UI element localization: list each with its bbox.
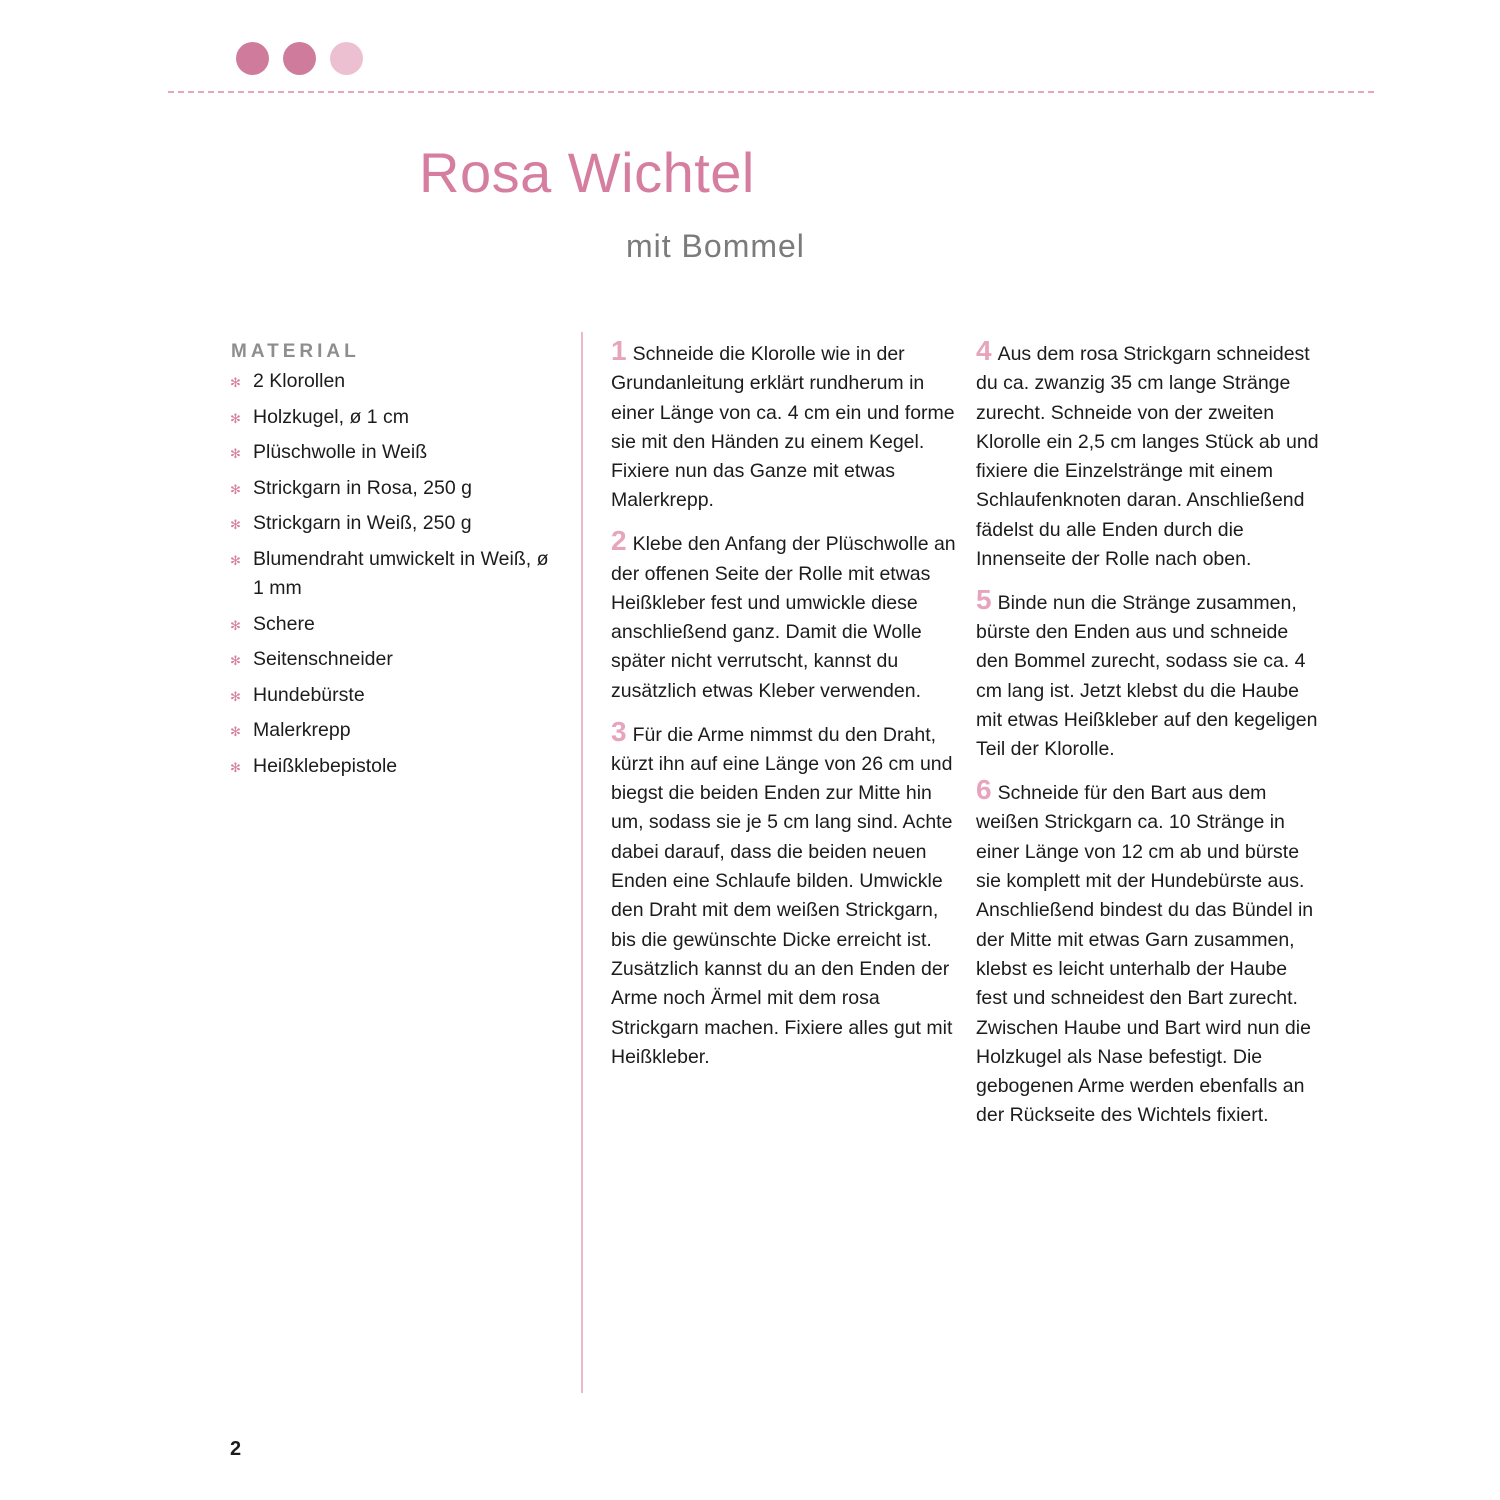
step-number: 2 [611,525,627,557]
material-item [230,645,560,674]
material-item [230,545,560,603]
step-text: Aus dem rosa Strickgarn schneidest du ca. zwanzig 35 cm lange Stränge zurecht. Schneide von der zweiten Klorolle ein 2,5 cm langes Stück ab und fixiere die Einzelstränge mit einem Schlaufenknoten daran. Anschließend fädelst du alle Enden durch die Innenseite der Rolle nach oben. [976,343,1319,571]
asterisk-icon: ✻ [230,552,241,568]
material-item [230,610,560,639]
material-item [230,367,560,396]
step-5 [976,583,1321,765]
step-text: Schneide die Klorolle wie in der Grundanleitung erklärt rundherum in einer Länge von ca. 4 cm ein und forme sie mit den Händen zu einem Kegel. Fixiere nun das Ganze mit etwas Malerkrepp. [611,343,955,512]
page-subtitle: mit Bommel [626,228,805,264]
material-item [230,681,560,710]
material-item [230,716,560,745]
asterisk-icon: ✻ [230,517,241,533]
material-item-label: 2 Klorollen [253,370,346,392]
step-number: 3 [611,715,627,747]
step-4 [976,335,1321,574]
page-title: Rosa Wichtel [419,141,755,204]
asterisk-icon: ✻ [230,724,241,740]
asterisk-icon: ✻ [230,688,241,704]
material-item-label: Malerkrepp [253,719,351,742]
step-text: Schneide für den Bart aus dem weißen Strickgarn ca. 10 Stränge in einer Länge von 12 cm ab und bürste sie komplett mit der Hundebürste aus. Anschließend bindest du das Bündel in der Mitte mit etwas Garn zusammen, klebst es leicht unterhalb der Haube fest und schneidest den Bart zurecht. Zwischen Haube und Bart wird nun die Holzkugel als Nase befestigt. Die gebogenen Arme werden ebenfalls an der Rückseite des Wichtels fixiert. [976,782,1314,1127]
material-item [230,474,560,503]
dashed-divider [168,91,1374,93]
material-item-label: Heißklebepistole [253,754,398,777]
step-text: Klebe den Anfang der Plüschwolle an der offenen Seite der Rolle mit etwas Heißkleber fest und umwickle diese anschließend ganz. Damit die Wolle später nicht verrutscht, kannst du zusätzlich etwas Kleber verwenden. [611,533,956,702]
material-item-label: Blumendraht umwickelt in Weiß, ø 1 mm [253,547,549,599]
material-item [230,509,560,538]
material-item [230,438,560,467]
steps-column-1 [611,335,956,1087]
page-number: 2 [230,1438,242,1460]
asterisk-icon: ✻ [230,446,241,462]
column-divider [581,332,583,1393]
asterisk-icon: ✻ [230,617,241,633]
step-number: 6 [976,774,992,806]
dot-2 [283,42,316,75]
material-item-label: Hundebürste [253,683,365,706]
step-number: 5 [976,583,992,615]
asterisk-icon: ✻ [230,653,241,669]
asterisk-icon: ✻ [230,410,241,426]
step-6 [976,774,1321,1131]
material-item-label: Strickgarn in Rosa, 250 g [253,476,472,499]
material-list [230,367,560,788]
step-number: 1 [611,335,627,366]
material-item [230,752,560,781]
step-text: Binde nun die Stränge zusammen, bürste den Enden aus und schneide den Bommel zurecht, sodass sie ca. 4 cm lang ist. Jetzt klebst du die Haube mit etwas Heißkleber auf den kegeligen Teil der Klorolle. [976,591,1318,761]
step-3 [611,715,956,1073]
material-item-label: Strickgarn in Weiß, 250 g [253,512,472,535]
step-number: 4 [976,335,992,366]
material-item-label: Seitenschneider [253,648,393,671]
material-item [230,403,560,432]
steps-column-2 [976,335,1321,1145]
material-item-label: Holzkugel, ø 1 cm [253,405,410,428]
material-item-label: Plüschwolle in Weiß [253,441,428,464]
asterisk-icon: ✻ [230,375,241,390]
asterisk-icon: ✻ [230,481,241,497]
step-text: Für die Arme nimmst du den Draht, kürzt ihn auf eine Länge von 26 cm und biegst die beiden Enden zur Mitte hin um, sodass sie je 5 cm lang sind. Achte dabei darauf, dass die beiden neuen Enden eine Schlaufe bilden. Umwickle den Draht mit dem weißen Strickgarn, bis die gewünschte Dicke erreicht ist. Zusätzlich kannst du an den Enden der Arme noch Ärmel mit dem rosa Strickgarn machen. Fixiere alles gut mit Heißkleber. [611,723,953,1068]
dot-1 [236,42,269,75]
step-2 [611,525,956,706]
material-heading: MATERIAL [231,341,360,362]
asterisk-icon: ✻ [230,759,241,775]
dot-3 [330,42,363,75]
material-item-label: Schere [253,612,315,635]
step-1 [611,335,956,516]
header-dots [236,42,363,75]
